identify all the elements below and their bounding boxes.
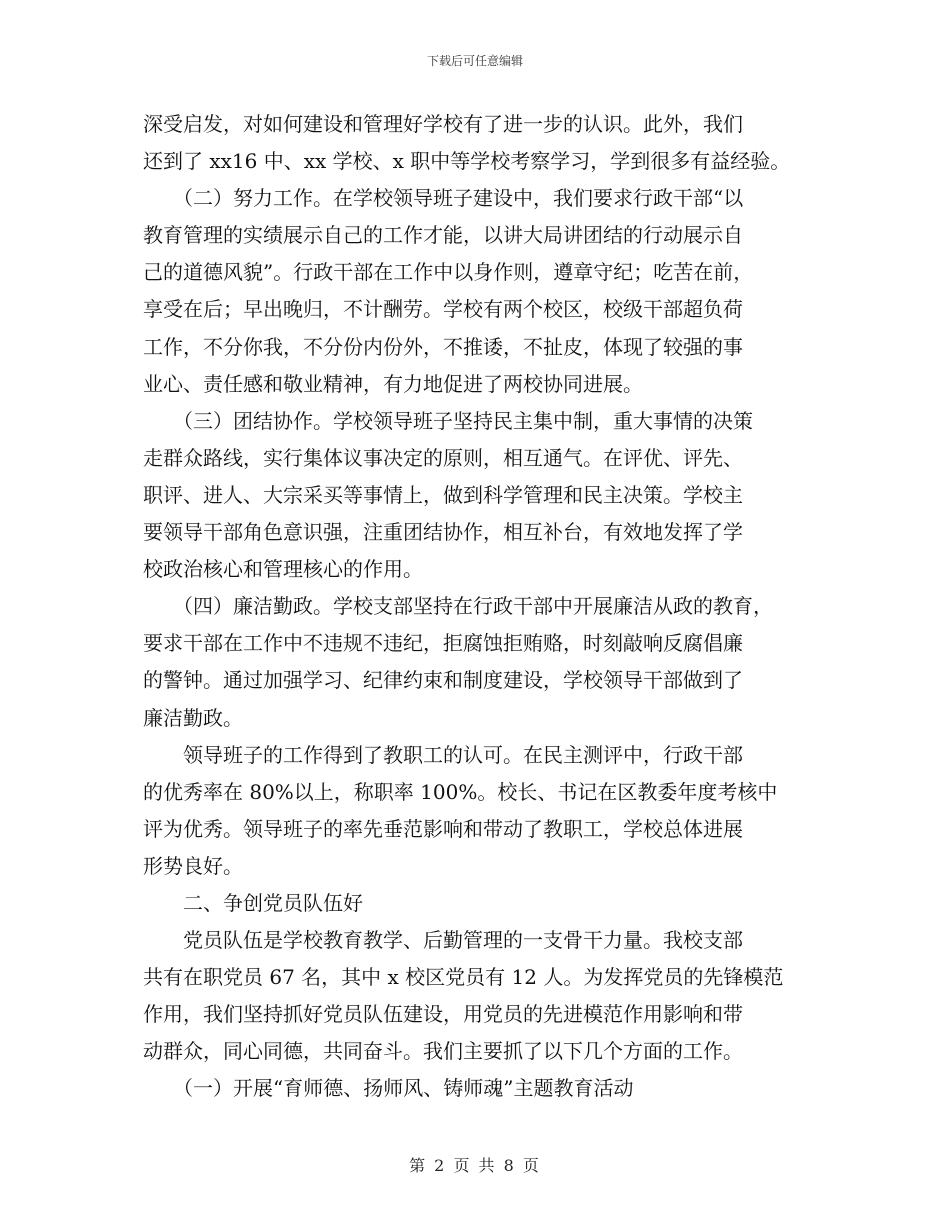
body-line: 要领导干部角色意识强，注重团结协作，相互补台，有效地发挥了学 — [143, 520, 743, 545]
body-line: 作用，我们坚持抓好党员队伍建设，用党员的先进模范作用影响和带 — [143, 1002, 743, 1027]
body-line: （三）团结协作。学校领导班子坚持民主集中制，重大事情的决策 — [143, 408, 753, 433]
page-header: 下载后可任意编辑 — [426, 54, 523, 68]
body-line: 深受启发，对如何建设和管理好学校有了进一步的认识。此外，我们 — [143, 112, 743, 136]
body-line: 教育管理的实绩展示自己的工作才能，以讲大局讲团结的行动展示自 — [143, 223, 743, 248]
body-line: （二）努力工作。在学校领导班子建设中，我们要求行政干部“以 — [143, 186, 744, 211]
body-line: 评为优秀。领导班子的率先垂范影响和带动了教职工，学校总体进展 — [143, 816, 743, 841]
body-line: 形势良好。 — [143, 853, 243, 878]
body-line: 领导班子的工作得到了教职工的认可。在民主测评中，行政干部 — [143, 742, 743, 767]
body-line: 职评、进人、大宗采买等事情上，做到科学管理和民主决策。学校主 — [143, 482, 743, 507]
body-line: 共有在职党员 67 名，其中 x 校区党员有 12 人。为发挥党员的先锋模范 — [143, 965, 784, 990]
page-footer: 第 2 页 共 8 页 — [409, 1156, 541, 1175]
body-line: 还到了 xx16 中、xx 学校、x 职中等学校考察学习，学到很多有益经验。 — [143, 149, 791, 174]
body-line: 的警钟。通过加强学习、纪律约束和制度建设，学校领导干部做到了 — [143, 668, 743, 693]
body-line: （四）廉洁勤政。学校支部坚持在行政干部中开展廉洁从政的教育， — [143, 594, 773, 619]
body-line: 校政治核心和管理核心的作用。 — [143, 557, 423, 582]
section-heading: 二、争创党员队伍好 — [143, 890, 363, 915]
body-line: 党员队伍是学校教育教学、后勤管理的一支骨干力量。我校支部 — [143, 928, 743, 953]
body-line: 动群众，同心同德，共同奋斗。我们主要抓了以下几个方面的工作。 — [143, 1039, 743, 1064]
body-line: 的优秀率在 80%以上，称职率 100%。校长、书记在区教委年度考核中 — [143, 779, 778, 804]
body-line: 享受在后；早出晚归，不计酬劳。学校有两个校区，校级干部超负荷 — [143, 297, 743, 322]
subsection-heading: （一）开展“育师德、扬师风、铸师魂”主题教育活动 — [143, 1076, 634, 1101]
document-body — [143, 106, 813, 1108]
body-line: 己的道德风貌”。行政干部在工作中以身作则，遵章守纪；吃苦在前， — [143, 260, 754, 285]
body-line: 业心、责任感和敬业精神，有力地促进了两校协同进展。 — [143, 371, 643, 396]
body-line: 廉洁勤政。 — [143, 705, 243, 730]
body-line: 工作，不分你我，不分份内份外，不推诿，不扯皮，体现了较强的事 — [143, 334, 743, 359]
body-line: 要求干部在工作中不违规不违纪，拒腐蚀拒贿赂，时刻敲响反腐倡廉 — [143, 631, 743, 656]
body-line: 走群众路线，实行集体议事决定的原则，相互通气。在评优、评先、 — [143, 445, 743, 470]
